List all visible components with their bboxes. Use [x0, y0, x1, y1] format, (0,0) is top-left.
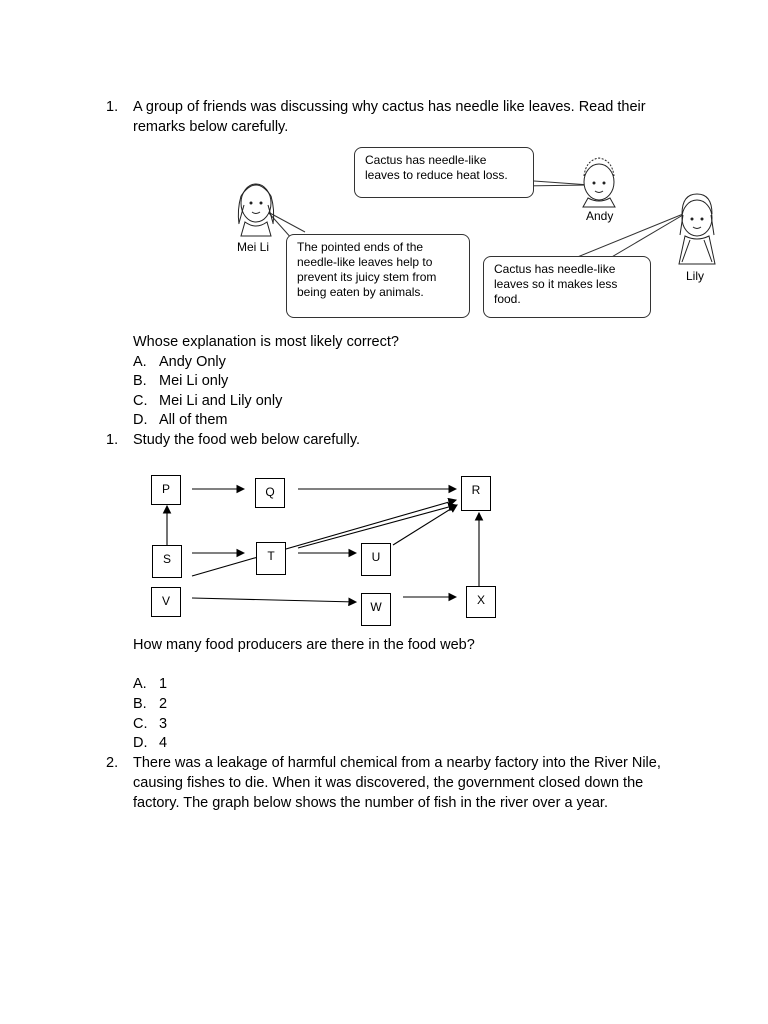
- option-letter: C.: [133, 716, 148, 732]
- food-web-node-u: U: [361, 543, 391, 576]
- lily-label: Lily: [686, 269, 705, 283]
- option-letter: C.: [133, 393, 148, 409]
- food-web-node-s: S: [152, 545, 182, 578]
- food-web-node-r: R: [461, 476, 491, 511]
- option-text: 4: [159, 735, 168, 751]
- option-text: Mei Li and Lily only: [159, 393, 283, 409]
- option-text: Mei Li only: [159, 373, 229, 389]
- andy-speech-bubble: Cactus has needle-like leaves to reduce heat loss.: [354, 147, 534, 198]
- food-web-node-w: W: [361, 593, 391, 626]
- question-number: 1.: [106, 99, 119, 115]
- food-web-node-p: P: [151, 475, 181, 505]
- option-letter: D.: [133, 412, 148, 428]
- mei-li-label: Mei Li: [237, 240, 270, 254]
- mei-li-speech-bubble: The pointed ends of the needle-like leaves help to prevent its juicy stem from being eaten by animals.: [286, 234, 470, 318]
- question-number: 2.: [106, 755, 119, 771]
- food-web-node-x: X: [466, 586, 496, 618]
- option-d: [133, 733, 167, 753]
- question-text: Study the food web below carefully.: [133, 432, 361, 448]
- question-text: There was a leakage of harmful chemical from a nearby factory into the River Nile, causing fishes to die. When it was discovered, the government closed down the factory. The graph below shows the number of fish in the river over a year.: [133, 755, 661, 811]
- option-text: All of them: [159, 412, 228, 428]
- option-letter: D.: [133, 735, 148, 751]
- option-text: 1: [159, 676, 168, 692]
- option-letter: A.: [133, 676, 147, 692]
- lily-speech-bubble: Cactus has needle-like leaves so it makes less food.: [483, 256, 651, 318]
- option-a: [133, 674, 167, 694]
- option-c: [133, 714, 167, 734]
- option-b: [133, 694, 167, 714]
- question-3: [106, 753, 686, 813]
- food-web-node-v: V: [151, 587, 181, 617]
- option-text: Andy Only: [159, 354, 226, 370]
- food-web-node-t: T: [256, 542, 286, 575]
- option-letter: B.: [133, 373, 147, 389]
- food-web-node-q: Q: [255, 478, 285, 508]
- option-letter: A.: [133, 354, 147, 370]
- question-2-prompt: How many food producers are there in the food web?: [133, 637, 475, 653]
- option-text: 3: [159, 716, 168, 732]
- option-text: 2: [159, 696, 168, 712]
- question-number: 1.: [106, 432, 119, 448]
- question-text: A group of friends was discussing why cactus has needle like leaves. Read their remarks below carefully.: [133, 99, 646, 135]
- option-letter: B.: [133, 696, 147, 712]
- andy-label: Andy: [586, 209, 614, 223]
- question-1-prompt: Whose explanation is most likely correct?: [133, 334, 399, 350]
